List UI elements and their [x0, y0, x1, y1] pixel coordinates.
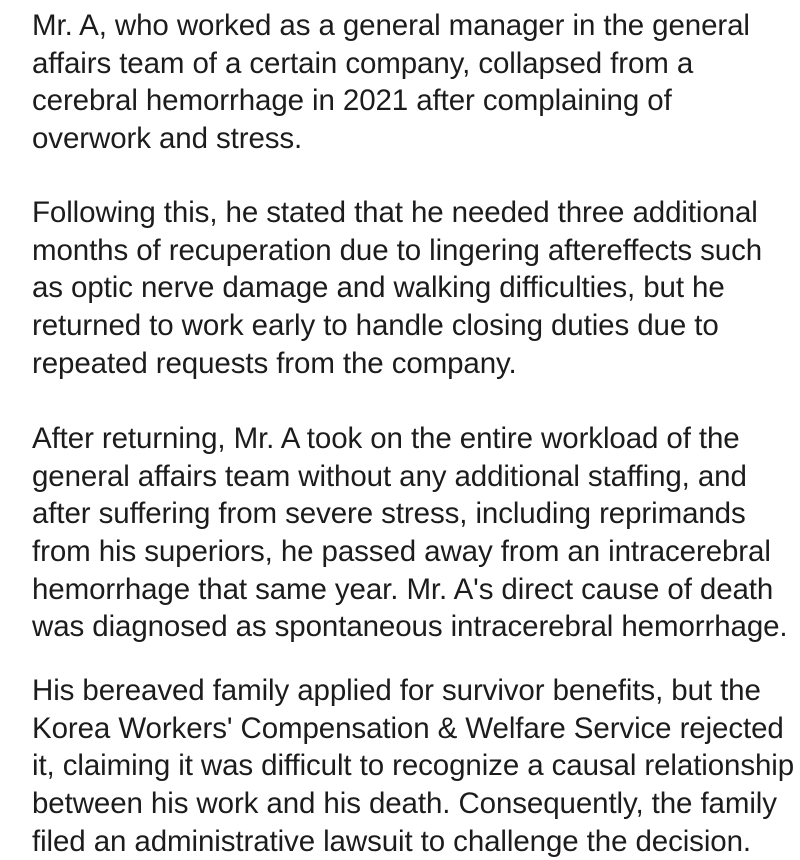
text-line: returned to work early to handle closing duties due to — [32, 309, 719, 343]
text-line: After returning, Mr. A took on the entire workload of the — [32, 422, 740, 455]
text-line: cerebral hemorrhage in 2021 after complaining of — [32, 84, 672, 118]
text-line: affairs team of a certain company, collapsed from a — [32, 46, 694, 80]
paragraph-recuperation — [32, 194, 776, 382]
text-line: Mr. A, who worked as a general manager in the general — [32, 9, 750, 42]
text-line: between his work and his death. Consequently, the family — [32, 787, 777, 821]
paragraph-return-to-work — [32, 420, 788, 646]
text-line: Korea Workers' Compensation & Welfare Service rejected — [32, 711, 784, 745]
text-line: was diagnosed as spontaneous intracerebral hemorrhage. — [32, 610, 788, 644]
paragraph-collapse — [32, 7, 776, 158]
text-line: overwork and stress. — [32, 122, 303, 156]
text-line: after suffering from severe stress, including reprimands — [32, 497, 746, 531]
text-line: Following this, he stated that he needed three additional — [32, 196, 758, 229]
text-line: from his superiors, he passed away from an intracerebral — [32, 535, 771, 569]
text-line: filed an administrative lawsuit to challenge the decision. — [32, 824, 751, 858]
text-line: general affairs team without any additional staffing, and — [32, 459, 747, 493]
paragraph-lawsuit — [32, 672, 795, 858]
text-line: months of recuperation due to lingering aftereffects such — [32, 233, 763, 267]
text-line: it, claiming it was difficult to recognize a causal relationship — [32, 749, 795, 783]
text-line: hemorrhage that same year. Mr. A's direct cause of death — [32, 572, 774, 606]
text-line: His bereaved family applied for survivor benefits, but the — [32, 674, 761, 707]
text-line: repeated requests from the company. — [32, 346, 517, 380]
text-line: as optic nerve damage and walking difficulties, but he — [32, 271, 725, 305]
